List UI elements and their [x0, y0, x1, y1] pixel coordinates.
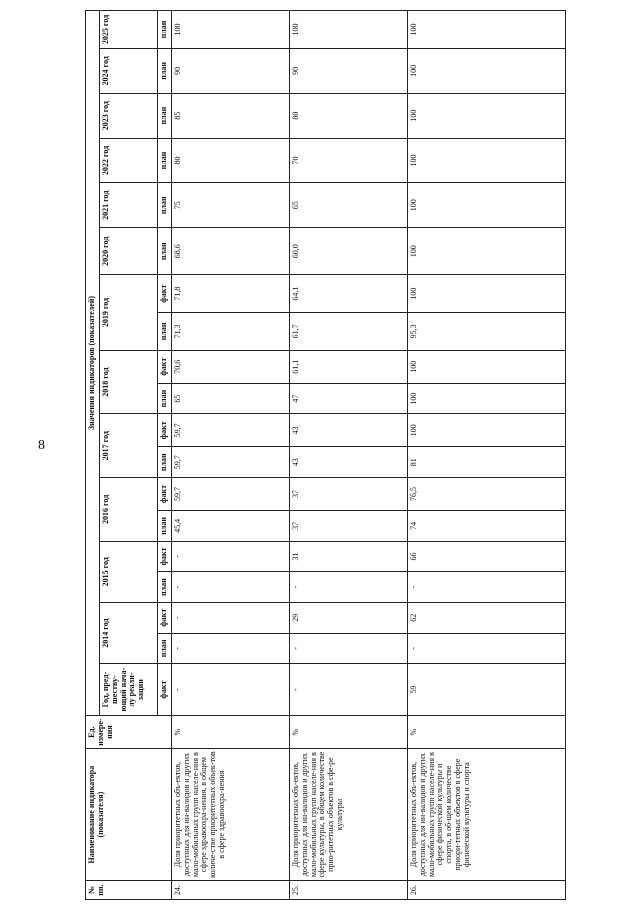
value-cell: 70,6 — [172, 350, 290, 383]
header-fact: факт — [158, 602, 172, 633]
value-cell: - — [172, 664, 290, 716]
value-cell: - — [290, 664, 408, 716]
value-cell: 65 — [172, 383, 290, 414]
table-row — [408, 11, 566, 900]
table-body — [172, 11, 566, 900]
header-year-2019: 2019 год — [100, 275, 158, 350]
value-cell: 37 — [290, 478, 408, 511]
table-row — [290, 11, 408, 900]
value-cell: 90 — [290, 48, 408, 93]
value-cell: 59 — [408, 664, 566, 716]
header-plan: план — [158, 138, 172, 183]
value-cell: - — [172, 602, 290, 633]
row-number: 24. — [172, 881, 290, 900]
value-cell: 37 — [290, 511, 408, 542]
header-fact: факт — [158, 664, 172, 716]
header-values-group: Значения индикаторов (показателей) — [86, 11, 100, 716]
value-cell: 59,7 — [172, 478, 290, 511]
value-cell: 100 — [408, 48, 566, 93]
header-year-2015: 2015 год — [100, 541, 158, 602]
value-cell: 62 — [408, 602, 566, 633]
value-cell: 59,7 — [172, 414, 290, 447]
unit-cell: % — [290, 716, 408, 749]
header-year-2021: 2021 год — [100, 183, 158, 228]
value-cell: 71,8 — [172, 275, 290, 313]
header-plan: план — [158, 183, 172, 228]
indicator-name: Доля приоритетных объ-ектов, доступных для ин-валидов и других мало-мобильных групп населе-ния в сфере культуры, в общем количестве прио-ритетных объектов в сфе-ре культуры — [290, 749, 408, 881]
value-cell: 80 — [172, 138, 290, 183]
value-cell: 100 — [408, 383, 566, 414]
rotated-page — [85, 10, 640, 900]
header-plan: план — [158, 447, 172, 478]
header-no: № пп. — [86, 881, 172, 900]
value-cell: - — [172, 541, 290, 572]
indicator-name: Доля приоритетных объ-ектов, доступных для ин-валидов и других мало-мобильных групп населе-ния в сфере здравоохра-нения, в общем количе-стве приоритетных объек-тов в сфере здравоохра-нения — [172, 749, 290, 881]
value-cell: 100 — [408, 11, 566, 49]
header-name: Наименование индикатора (показателя) — [86, 749, 172, 881]
header-year-2018: 2018 год — [100, 350, 158, 414]
value-cell: 100 — [408, 138, 566, 183]
value-cell: 31 — [290, 541, 408, 572]
header-plan: план — [158, 511, 172, 542]
value-cell: 74 — [408, 511, 566, 542]
value-cell: 85 — [172, 93, 290, 138]
header-fact: факт — [158, 414, 172, 447]
value-cell: 100 — [408, 414, 566, 447]
value-cell: 100 — [408, 183, 566, 228]
header-year-2023: 2023 год — [100, 93, 158, 138]
header-plan: план — [158, 11, 172, 49]
value-cell: - — [172, 572, 290, 603]
header-year-2016: 2016 год — [100, 478, 158, 542]
unit-cell: % — [408, 716, 566, 749]
header-unit: Ед. измере-ния — [86, 716, 172, 749]
value-cell: 90 — [172, 48, 290, 93]
header-plan: план — [158, 572, 172, 603]
header-plan: план — [158, 313, 172, 351]
value-cell: 95,3 — [408, 313, 566, 351]
header-plan: план — [158, 633, 172, 664]
value-cell: 59,7 — [172, 447, 290, 478]
value-cell: - — [290, 633, 408, 664]
value-cell: 64,1 — [290, 275, 408, 313]
value-cell: 100 — [408, 350, 566, 383]
header-plan: план — [158, 228, 172, 275]
value-cell: 47 — [290, 383, 408, 414]
value-cell: 70 — [290, 138, 408, 183]
value-cell: 61,1 — [290, 350, 408, 383]
header-plan: план — [158, 93, 172, 138]
value-cell: 76,5 — [408, 478, 566, 511]
value-cell: 60,0 — [290, 228, 408, 275]
header-year-2022: 2022 год — [100, 138, 158, 183]
header-prev-year: Год, пред-шеству-ющий нача-лу реали-зации — [100, 664, 158, 716]
value-cell: 43 — [290, 414, 408, 447]
row-number: 25. — [290, 881, 408, 900]
value-cell: 68,6 — [172, 228, 290, 275]
header-fact: факт — [158, 350, 172, 383]
value-cell: 100 — [408, 93, 566, 138]
value-cell: 29 — [290, 602, 408, 633]
value-cell: 75 — [172, 183, 290, 228]
value-cell: 61,7 — [290, 313, 408, 351]
header-fact: факт — [158, 275, 172, 313]
page-number: 8 — [38, 438, 45, 453]
value-cell: 81 — [408, 447, 566, 478]
header-year-2017: 2017 год — [100, 414, 158, 478]
header-year-2025: 2025 год — [100, 11, 158, 49]
header-plan: план — [158, 383, 172, 414]
value-cell: 100 — [290, 11, 408, 49]
value-cell: - — [290, 572, 408, 603]
value-cell: 100 — [408, 275, 566, 313]
value-cell: 80 — [290, 93, 408, 138]
value-cell: - — [172, 633, 290, 664]
indicator-table — [85, 10, 566, 900]
value-cell: - — [408, 633, 566, 664]
value-cell: - — [408, 572, 566, 603]
header-fact: факт — [158, 478, 172, 511]
value-cell: 66 — [408, 541, 566, 572]
value-cell: 65 — [290, 183, 408, 228]
header-year-2024: 2024 год — [100, 48, 158, 93]
header-plan: план — [158, 48, 172, 93]
value-cell: 43 — [290, 447, 408, 478]
header-year-2020: 2020 год — [100, 228, 158, 275]
header-year-2014: 2014 год — [100, 602, 158, 663]
table-row — [172, 11, 290, 900]
value-cell: 71,3 — [172, 313, 290, 351]
indicator-name: Доля приоритетных объ-ектов, доступных для ин-валидов и других мало-мобильных групп населе-ния в сфере физической культуры и спорта, в об-щем количестве приори-тетных объектов в сфере физической культуры и спорта — [408, 749, 566, 881]
value-cell: 45,4 — [172, 511, 290, 542]
header-fact: факт — [158, 541, 172, 572]
value-cell: 100 — [408, 228, 566, 275]
row-number: 26. — [408, 881, 566, 900]
unit-cell: % — [172, 716, 290, 749]
value-cell: 100 — [172, 11, 290, 49]
